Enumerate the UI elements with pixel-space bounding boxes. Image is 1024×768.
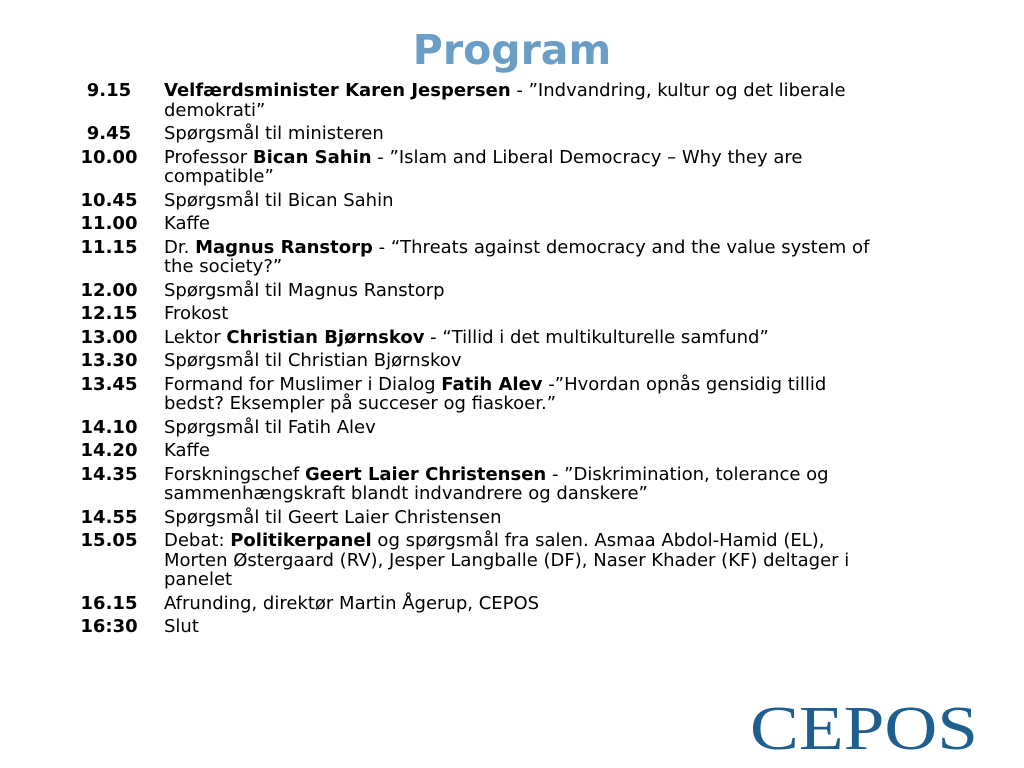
description-text: Professor: [164, 146, 253, 168]
schedule-row: [54, 81, 884, 120]
talk-title: og spørgsmål fra salen. Asmaa Abdol-Hamid (EL), Morten Østergaard (RV), Jesper Langballe (DF), Naser Khader (KF) deltager i panelet: [164, 530, 850, 590]
schedule-description: [164, 328, 872, 348]
schedule-time: 14.55: [80, 506, 138, 528]
description-text: Spørgsmål til Fatih Alev: [164, 416, 376, 438]
schedule-row: [54, 508, 884, 528]
schedule-time: 14.20: [80, 440, 138, 461]
schedule-time: 9.45: [86, 123, 132, 144]
schedule-row: [54, 304, 884, 324]
description-text: Lektor: [164, 326, 227, 348]
description-text: Frokost: [164, 303, 229, 324]
schedule-row: [54, 214, 884, 234]
schedule-row: [54, 238, 884, 277]
schedule-time: 9.15: [86, 80, 132, 101]
cepos-logo-text: CEPOS: [750, 695, 978, 760]
description-text: Spørgsmål til ministeren: [164, 123, 384, 144]
schedule-description: [164, 281, 872, 301]
talk-title: - “Tillid i det multikulturelle samfund”: [424, 326, 769, 348]
schedule-description: [164, 508, 872, 528]
schedule-row: [54, 148, 884, 187]
schedule-description: [164, 148, 872, 187]
description-text: Kaffe: [164, 213, 210, 234]
description-text: Spørgsmål til Christian Bjørnskov: [164, 350, 462, 371]
description-text: Afrunding, direktør Martin Ågerup, CEPOS: [164, 592, 540, 614]
schedule-description: [164, 418, 872, 438]
schedule-row: [54, 617, 884, 637]
schedule-time: 13.30: [80, 350, 138, 371]
description-text: Dr.: [164, 236, 196, 258]
talk-title: - ”Diskrimination, tolerance og sammenhængskraft blandt indvandrere og danskere”: [164, 463, 829, 504]
program-schedule: [54, 81, 884, 641]
schedule-row: [54, 441, 884, 461]
schedule-description: [164, 124, 872, 144]
schedule-time: 14.10: [80, 416, 138, 438]
schedule-time: 12.15: [80, 303, 138, 324]
speaker-name: Geert Laier Christensen: [305, 463, 547, 485]
schedule-time: 15.05: [80, 530, 138, 551]
schedule-description: [164, 465, 872, 504]
schedule-row: [54, 351, 884, 371]
description-text: Debat:: [164, 530, 231, 551]
schedule-time: 11.15: [80, 236, 138, 258]
schedule-time: 16.15: [80, 592, 138, 614]
schedule-description: [164, 594, 872, 614]
schedule-time: 16:30: [80, 616, 138, 637]
description-text: Forskningschef: [164, 463, 305, 485]
speaker-name: Christian Bjørnskov: [226, 326, 425, 348]
schedule-description: [164, 441, 872, 461]
schedule-description: [164, 191, 872, 211]
schedule-row: [54, 191, 884, 211]
schedule-time: 13.45: [80, 373, 138, 395]
speaker-name: Magnus Ranstorp: [195, 236, 373, 258]
speaker-name: Bican Sahin: [252, 146, 372, 168]
schedule-time: 10.45: [80, 189, 138, 211]
schedule-description: [164, 617, 872, 637]
schedule-row: [54, 418, 884, 438]
schedule-description: [164, 238, 872, 277]
schedule-time: 13.00: [80, 326, 138, 348]
description-text: Spørgsmål til Magnus Ranstorp: [164, 279, 445, 301]
talk-title: -”Hvordan opnås gensidig tillid bedst? Eksempler på succeser og fiaskoer.”: [164, 373, 827, 414]
talk-title: - “Threats against democracy and the value system of the society?”: [164, 236, 870, 277]
speaker-name: Velfærdsminister Karen Jespersen: [164, 80, 511, 101]
schedule-time: 14.35: [80, 463, 138, 485]
description-text: Slut: [164, 616, 199, 637]
speaker-name: Fatih Alev: [441, 373, 543, 395]
schedule-row: [54, 465, 884, 504]
schedule-description: [164, 531, 872, 590]
schedule-row: [54, 281, 884, 301]
schedule-description: [164, 351, 872, 371]
description-text: Spørgsmål til Geert Laier Christensen: [164, 506, 502, 528]
schedule-description: [164, 214, 872, 234]
talk-title: - ”Indvandring, kultur og det liberale demokrati”: [164, 80, 846, 121]
talk-title: - ”Islam and Liberal Democracy – Why they are compatible”: [164, 146, 803, 187]
schedule-time: 12.00: [80, 279, 138, 301]
cepos-logo: [750, 694, 986, 760]
schedule-time: 10.00: [80, 146, 138, 168]
schedule-row: [54, 594, 884, 614]
schedule-time: 11.00: [80, 213, 138, 234]
schedule-row: [54, 531, 884, 590]
page-title: Program: [412, 26, 612, 74]
schedule-description: [164, 375, 872, 414]
speaker-name: Politikerpanel: [230, 530, 372, 551]
description-text: Spørgsmål til Bican Sahin: [164, 189, 394, 211]
schedule-row: [54, 124, 884, 144]
schedule-description: [164, 304, 872, 324]
description-text: Formand for Muslimer i Dialog: [164, 373, 442, 395]
description-text: Kaffe: [164, 440, 210, 461]
schedule-row: [54, 328, 884, 348]
schedule-row: [54, 375, 884, 414]
schedule-description: [164, 81, 872, 120]
